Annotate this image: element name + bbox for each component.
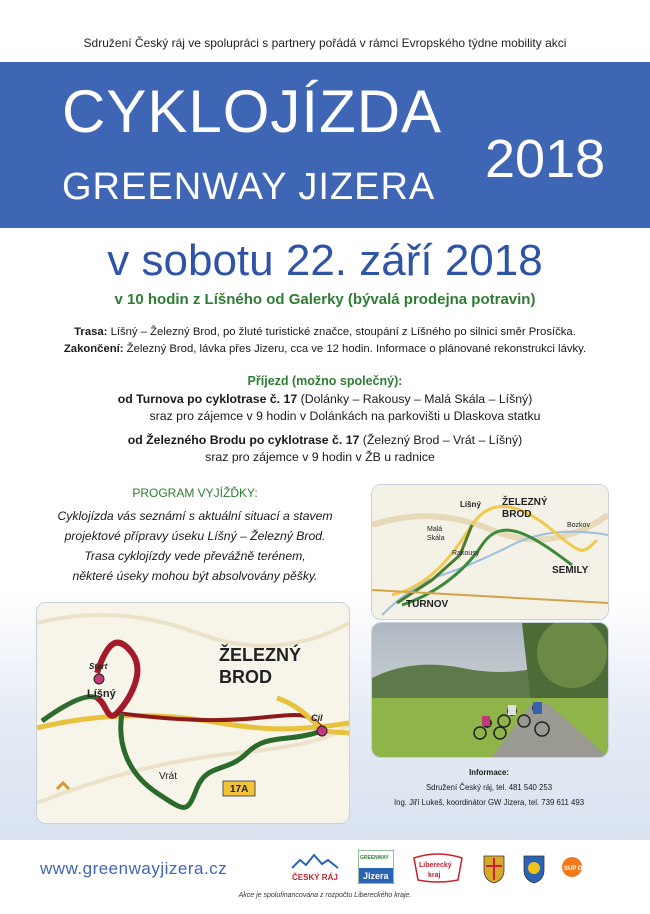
overview-map: [371, 484, 609, 620]
greenway-jizera-logo: [358, 850, 394, 884]
start-time: v 10 hodin z Líšného od Galerky (bývalá prodejna potravin): [114, 291, 536, 308]
overview-map-graphic: [372, 485, 608, 619]
program-line: projektové přípravy úseku Líšný – Železný Brod.: [64, 529, 326, 543]
info-line2: Ing. Jiří Lukeš, koordinátor GW Jizera, tel. 739 611 493: [393, 798, 585, 807]
map-label: SEMILY: [552, 565, 589, 576]
info-line1: Sdružení Český ráj, tel. 481 540 253: [425, 783, 553, 792]
map-label: Skála: [427, 535, 445, 542]
map-label: Bozkov: [567, 522, 590, 529]
end-label: Zakončení:: [63, 343, 124, 355]
logo-text: ČESKÝ RÁJ: [292, 873, 338, 882]
liberecky-kraj-logo: [412, 850, 464, 884]
program-text: [30, 506, 360, 586]
route-map-graphic: [37, 603, 349, 823]
map-label: ŽELEZNÝ: [219, 645, 302, 665]
supdisk-logo: [560, 850, 616, 884]
title-line1: CYKLOJÍZDA: [62, 78, 443, 145]
arrival-item-meeting: sraz pro zájemce v 9 hodin v ŽB u radnice: [205, 450, 435, 464]
arrival-item-meeting: sraz pro zájemce v 9 hodin v Dolánkách na parkovišti u Dlaskova statku: [149, 409, 541, 423]
map-label: Start: [89, 662, 108, 671]
arrival-item-zb: [0, 432, 650, 466]
map-label: Rakousy: [452, 550, 480, 557]
coat-of-arms-icon: [522, 850, 546, 884]
map-label: BROD: [219, 667, 272, 687]
cesky-raj-logo: [288, 850, 346, 884]
map-label: Líšný: [87, 688, 116, 700]
map-label: Cíl: [311, 713, 323, 723]
map-label: ŽELEZNÝ: [502, 497, 548, 508]
map-label: Vrát: [159, 771, 177, 782]
logo-text: Jizera: [363, 871, 389, 881]
arrival-item-title: od Železného Brodu po cyklotrase č. 17: [127, 433, 360, 447]
arrival-item-turnov: [0, 391, 650, 425]
cyclists-photo: [371, 622, 609, 758]
cyclists-photo-graphic: [372, 623, 608, 757]
contact-info: [371, 765, 607, 810]
intro-text: Sdružení Český ráj ve spolupráci s partnery pořádá v rámci Evropského týdne mobility akci: [83, 36, 567, 50]
road-number-label: 17A: [230, 784, 249, 795]
map-label: Líšný: [460, 500, 481, 509]
title-line2: GREENWAY JIZERA: [62, 166, 436, 208]
map-label: TURNOV: [406, 599, 449, 610]
program-line: některé úseky mohou být absolvovány pěšky.: [72, 569, 318, 583]
funding-note: Akce je spolufinancována z rozpočtu Libereckého kraje.: [238, 892, 412, 899]
map-label: BROD: [502, 509, 532, 520]
event-date: v sobotu 22. září 2018: [107, 236, 543, 285]
route-info: [0, 324, 650, 358]
info-heading: Informace:: [469, 768, 509, 777]
route-map: [36, 602, 350, 824]
coat-of-arms-icon: [482, 850, 506, 884]
logo-text: kraj: [428, 872, 441, 879]
end-text: Železný Brod, lávka přes Jizeru, cca ve 12 hodin. Informace o plánované rekonstrukci lávky.: [123, 343, 587, 355]
program-line: Cyklojízda vás seznámí s aktuální situací a stavem: [57, 509, 333, 523]
website-link[interactable]: www.greenwayjizera.cz: [40, 859, 228, 878]
logo-text: Liberecký: [419, 862, 452, 869]
logo-text: GREENWAY: [360, 855, 389, 861]
arrival-item-title: od Turnova po cyklotrase č. 17: [117, 392, 298, 406]
program-line: Trasa cyklojízdy vede převážně terénem,: [84, 549, 306, 563]
arrival-item-route: (Železný Brod – Vrát – Líšný): [359, 433, 523, 447]
title-banner: [0, 62, 650, 228]
route-label: Trasa:: [74, 326, 108, 338]
route-text: Líšný – Železný Brod, po žluté turistické značce, stoupání z Líšného po silnici směr Prosíčka.: [107, 326, 576, 338]
arrival-item-route: (Dolánky – Rakousy – Malá Skála – Líšný): [297, 392, 533, 406]
map-label: Malá: [427, 526, 443, 533]
title-year: 2018: [485, 129, 606, 189]
logo-text: SUP DISK: [564, 866, 593, 872]
program-heading: PROGRAM VYJÍŽĎKY:: [132, 486, 258, 500]
arrival-heading: Příjezd (možno společný):: [247, 374, 403, 388]
